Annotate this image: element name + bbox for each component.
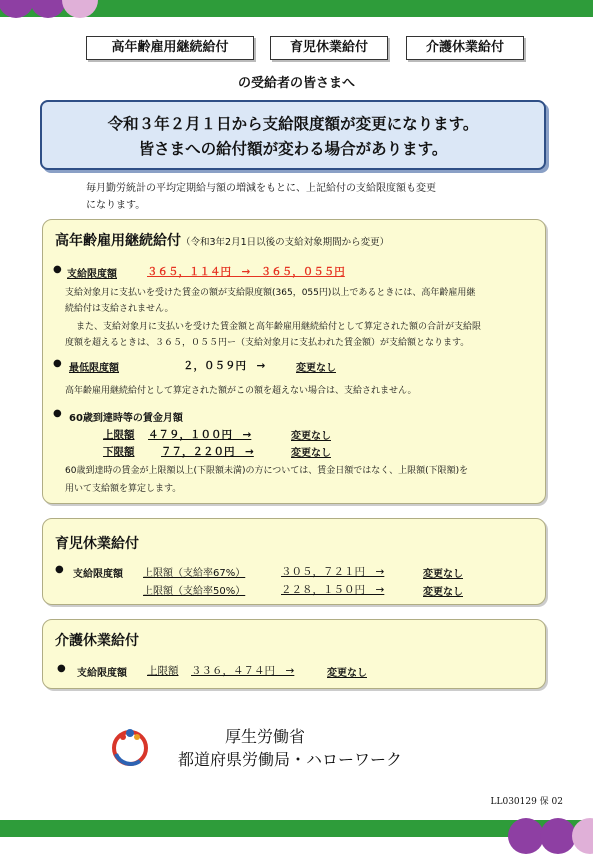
elderly-min-value: ２，０５９円 → — [183, 360, 266, 372]
childcare-title: 育児休業給付 — [55, 536, 139, 552]
elderly-min-label: 最低限度額 — [69, 363, 119, 374]
elderly-limit-label: 支給限度額 — [67, 269, 117, 280]
elderly-lower-value: ７７，２２０円 → — [161, 446, 254, 458]
childcare-row1-change: 変更なし — [423, 569, 463, 580]
bullet-icon: ● — [53, 408, 62, 419]
elderly-upper-change: 変更なし — [291, 431, 331, 442]
childcare-row2-change: 変更なし — [423, 587, 463, 598]
childcare-card — [42, 518, 546, 605]
purple-circle-bottom-right — [508, 818, 544, 854]
elderly-limit-change: ３６５，１１４円 → ３６５，０５５円 — [147, 266, 345, 278]
document-code: LL030129 保 02 — [490, 797, 563, 807]
elderly-wage-desc-1: 60歳到達時の賃金が上限額以上(下限額未満)の方については、賃金日額ではなく、上限額(下限額)を — [65, 466, 469, 476]
nursing-title: 介護休業給付 — [55, 633, 139, 649]
banner-line-2: 皆さまへの給付額が変わる場合があります。 — [138, 140, 448, 158]
elderly-upper-label: 上限額 — [103, 429, 135, 441]
footer-org-2: 都道府県労働局・ハローワーク — [178, 750, 403, 769]
header-box-elderly: 高年齢雇用継続給付 — [86, 36, 254, 60]
bullet-icon: ● — [53, 264, 62, 275]
elderly-title: 高年齢雇用継続給付（令和3年2月1日以後の支給対象期間から変更） — [55, 233, 390, 249]
intro-line-1: 毎月勤労統計の平均定期給与額の増減をもとに、上記給付の支給限度額も変更 — [86, 183, 436, 194]
elderly-wage-label: 60歳到達時等の賃金月額 — [69, 413, 183, 424]
banner-line-1: 令和３年２月１日から支給限度額が変更になります。 — [107, 115, 479, 133]
elderly-desc-2: 続給付は支給されません。 — [65, 304, 174, 314]
elderly-card — [42, 219, 546, 504]
purple-circle-bottom-right-2 — [540, 818, 576, 854]
elderly-wage-desc-2: 用いて支給額を算定します。 — [65, 484, 182, 494]
childcare-row1-value: ３０５，７２１円 → — [281, 566, 385, 578]
nursing-row-value: ３３６，４７４円 → — [191, 665, 295, 677]
childcare-row1-label: 上限額（支給率67%） — [143, 568, 246, 579]
elderly-desc-1: 支給対象月に支払いを受けた賃金の額が支給限度額(365，055円)以上であるときには、高年齢雇用継 — [65, 288, 476, 298]
announcement-banner — [40, 100, 546, 170]
elderly-desc-3: また、支給対象月に支払いを受けた賃金額と高年齢雇用継続給付として算定された額の合計が支給限 — [76, 322, 482, 332]
intro-line-2: になります。 — [86, 200, 146, 211]
elderly-upper-value: ４７９，１００円 → — [148, 429, 252, 441]
elderly-title-note: （令和3年2月1日以後の支給対象期間から変更） — [181, 237, 390, 248]
nursing-row-change: 変更なし — [327, 668, 367, 679]
subtitle: の受給者の皆さまへ — [237, 76, 355, 91]
elderly-lower-change: 変更なし — [291, 448, 331, 459]
childcare-row2-value: ２２８，１５０円 → — [281, 584, 385, 596]
childcare-limit-label: 支給限度額 — [73, 569, 123, 580]
elderly-min-change: 変更なし — [296, 363, 336, 374]
bullet-icon: ● — [53, 358, 62, 369]
elderly-desc-4: 度額を超えるときは、３６５，０５５円ー（支給対象月に支払われた賃金額）が支給額となります。 — [65, 338, 470, 348]
nursing-row-label: 上限額 — [147, 665, 179, 677]
bottom-green-bar — [0, 820, 593, 837]
footer-org-1: 厚生労働省 — [225, 727, 306, 746]
elderly-min-desc: 高年齢雇用継続給付として算定された額がこの額を超えない場合は、支給されません。 — [65, 386, 417, 396]
ministry-logo-icon — [110, 724, 150, 768]
nursing-card — [42, 619, 546, 689]
header-box-childcare: 育児休業給付 — [270, 36, 388, 60]
nursing-limit-label: 支給限度額 — [77, 668, 127, 679]
bullet-icon: ● — [57, 663, 66, 674]
intro-text — [86, 180, 526, 214]
childcare-row2-label: 上限額（支給率50%） — [143, 586, 246, 597]
bullet-icon: ● — [55, 564, 64, 575]
elderly-lower-label: 下限額 — [103, 446, 135, 458]
header-box-nursing: 介護休業給付 — [406, 36, 524, 60]
